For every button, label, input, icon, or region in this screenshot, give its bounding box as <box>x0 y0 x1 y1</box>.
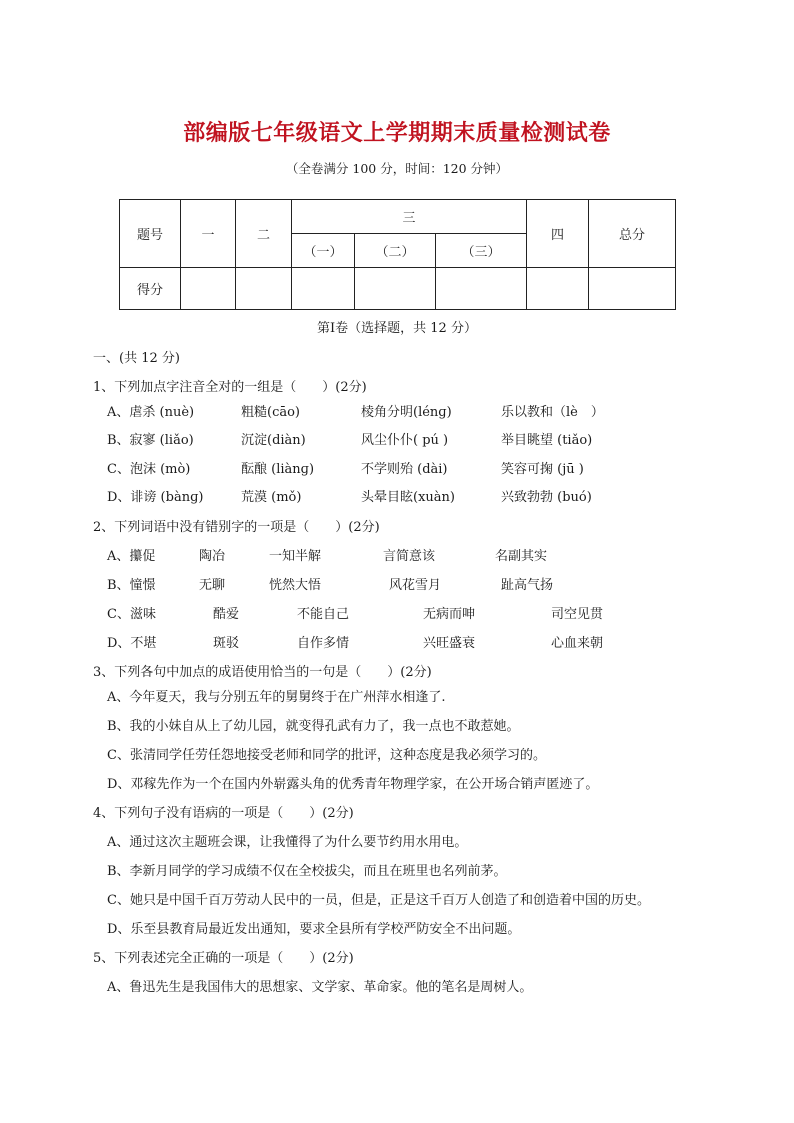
q2-option: 自作多情 <box>297 636 350 651</box>
col-part-3-sub-2: （二） <box>355 234 436 268</box>
score-cell[interactable] <box>181 268 236 310</box>
q1-option: C、泡沫 (mò) <box>107 462 191 477</box>
q3-option: A、今年夏天，我与分别五年的舅舅终于在广州萍水相逢了. <box>107 690 446 705</box>
col-total: 总分 <box>589 200 676 268</box>
score-cell[interactable] <box>236 268 292 310</box>
score-table <box>119 199 676 310</box>
q1-option: 沉淀(diàn) <box>241 433 306 448</box>
section-title: 第Ⅰ卷（选择题，共 12 分） <box>317 321 477 336</box>
q2-option: B、憧憬 <box>107 578 156 593</box>
q1-option: 兴致勃勃 (buó) <box>501 490 592 505</box>
q1-option: 乐以教和（lè ） <box>501 405 604 420</box>
question-stem-1: 1、下列加点字注音全对的一组是（ ）(2分) <box>93 380 367 395</box>
q2-option: D、不堪 <box>107 636 157 651</box>
q2-option: 名副其实 <box>495 549 548 564</box>
q5-option: A、鲁迅先生是我国伟大的思想家、文学家、革命家。他的笔名是周树人。 <box>107 980 533 995</box>
q2-option: 言简意该 <box>383 549 436 564</box>
q3-option: C、张清同学任劳任怨地接受老师和同学的批评，这种态度是我必须学习的。 <box>107 748 546 763</box>
q2-option: 无聊 <box>199 578 226 593</box>
q2-option: C、滋味 <box>107 607 156 622</box>
row-label-score: 得分 <box>120 268 181 310</box>
col-part-1: 一 <box>181 200 236 268</box>
q1-option: 酝酿 (liànɡ) <box>241 462 315 477</box>
q2-option: 斑驳 <box>213 636 240 651</box>
q4-option: D、乐至县教育局最近发出通知，要求全县所有学校严防安全不出问题。 <box>107 922 521 937</box>
col-part-3-sub-1: （一） <box>292 234 355 268</box>
q2-option: 风花雪月 <box>389 578 442 593</box>
q2-option: 司空见贯 <box>551 607 604 622</box>
score-cell[interactable] <box>436 268 527 310</box>
col-part-4: 四 <box>527 200 589 268</box>
q3-option: B、我的小妹自从上了幼儿园，就变得孔武有力了，我一点也不敢惹她。 <box>107 719 520 734</box>
score-cell[interactable] <box>527 268 589 310</box>
q1-option: 棱角分明(lénɡ) <box>361 405 452 420</box>
q4-option: B、李新月同学的学习成绩不仅在全校拔尖，而且在班里也名列前茅。 <box>107 864 507 879</box>
question-stem-2: 2、下列词语中没有错别字的一项是（ ）(2分) <box>93 520 380 535</box>
q2-option: 心血来朝 <box>551 636 604 651</box>
q2-option: 恍然大悟 <box>269 578 322 593</box>
q1-option: 粗糙(cāo) <box>241 405 301 420</box>
q1-option: 风尘仆仆( pú ) <box>361 433 449 448</box>
score-cell[interactable] <box>355 268 436 310</box>
col-part-3-sub-3: （三） <box>436 234 527 268</box>
q1-option: B、寂寥 (liǎo) <box>107 433 194 448</box>
q1-option: 头晕目眩(xuàn) <box>361 490 455 505</box>
q2-option: 陶冶 <box>199 549 226 564</box>
q2-option: A、攥促 <box>107 549 156 564</box>
col-part-2: 二 <box>236 200 292 268</box>
q1-option: 不学则殆 (dài) <box>361 462 448 477</box>
row-label-number: 题号 <box>120 200 181 268</box>
q1-option: 笑容可掬 (jū ) <box>501 462 584 477</box>
q1-option: D、诽谤 (bànɡ) <box>107 490 204 505</box>
col-part-3: 三 <box>292 200 527 234</box>
q2-option: 兴旺盛衰 <box>423 636 476 651</box>
q3-option: D、邓稼先作为一个在国内外崭露头角的优秀青年物理学家，在公开场合销声匿迹了。 <box>107 777 599 792</box>
q1-option: A、虐杀 (nuè) <box>107 405 195 420</box>
q1-option: 举目眺望 (tiǎo) <box>501 433 593 448</box>
score-cell[interactable] <box>589 268 676 310</box>
q2-option: 无病而呻 <box>423 607 476 622</box>
q4-option: A、通过这次主题班会课，让我懂得了为什么要节约用水用电。 <box>107 835 468 850</box>
question-stem-5: 5、下列表述完全正确的一项是（ ）(2分) <box>93 951 354 966</box>
question-stem-3: 3、下列各句中加点的成语使用恰当的一句是（ ）(2分) <box>93 665 432 680</box>
question-stem-4: 4、下列句子没有语病的一项是（ ）(2分) <box>93 806 354 821</box>
page-title: 部编版七年级语文上学期期末质量检测试卷 <box>183 121 611 146</box>
q1-option: 荒漠 (mǒ) <box>241 490 302 505</box>
q4-option: C、她只是中国千百万劳动人民中的一员，但是，正是这千百万人创造了和创造着中国的历史。 <box>107 893 650 908</box>
exam-info: （全卷满分 100 分，时间：120 分钟） <box>285 161 509 176</box>
part-heading: 一、(共 12 分) <box>93 351 180 366</box>
q2-option: 一知半解 <box>269 549 322 564</box>
q2-option: 趾高气扬 <box>501 578 554 593</box>
score-cell[interactable] <box>292 268 355 310</box>
q2-option: 不能自己 <box>297 607 350 622</box>
q2-option: 酷爱 <box>213 607 240 622</box>
